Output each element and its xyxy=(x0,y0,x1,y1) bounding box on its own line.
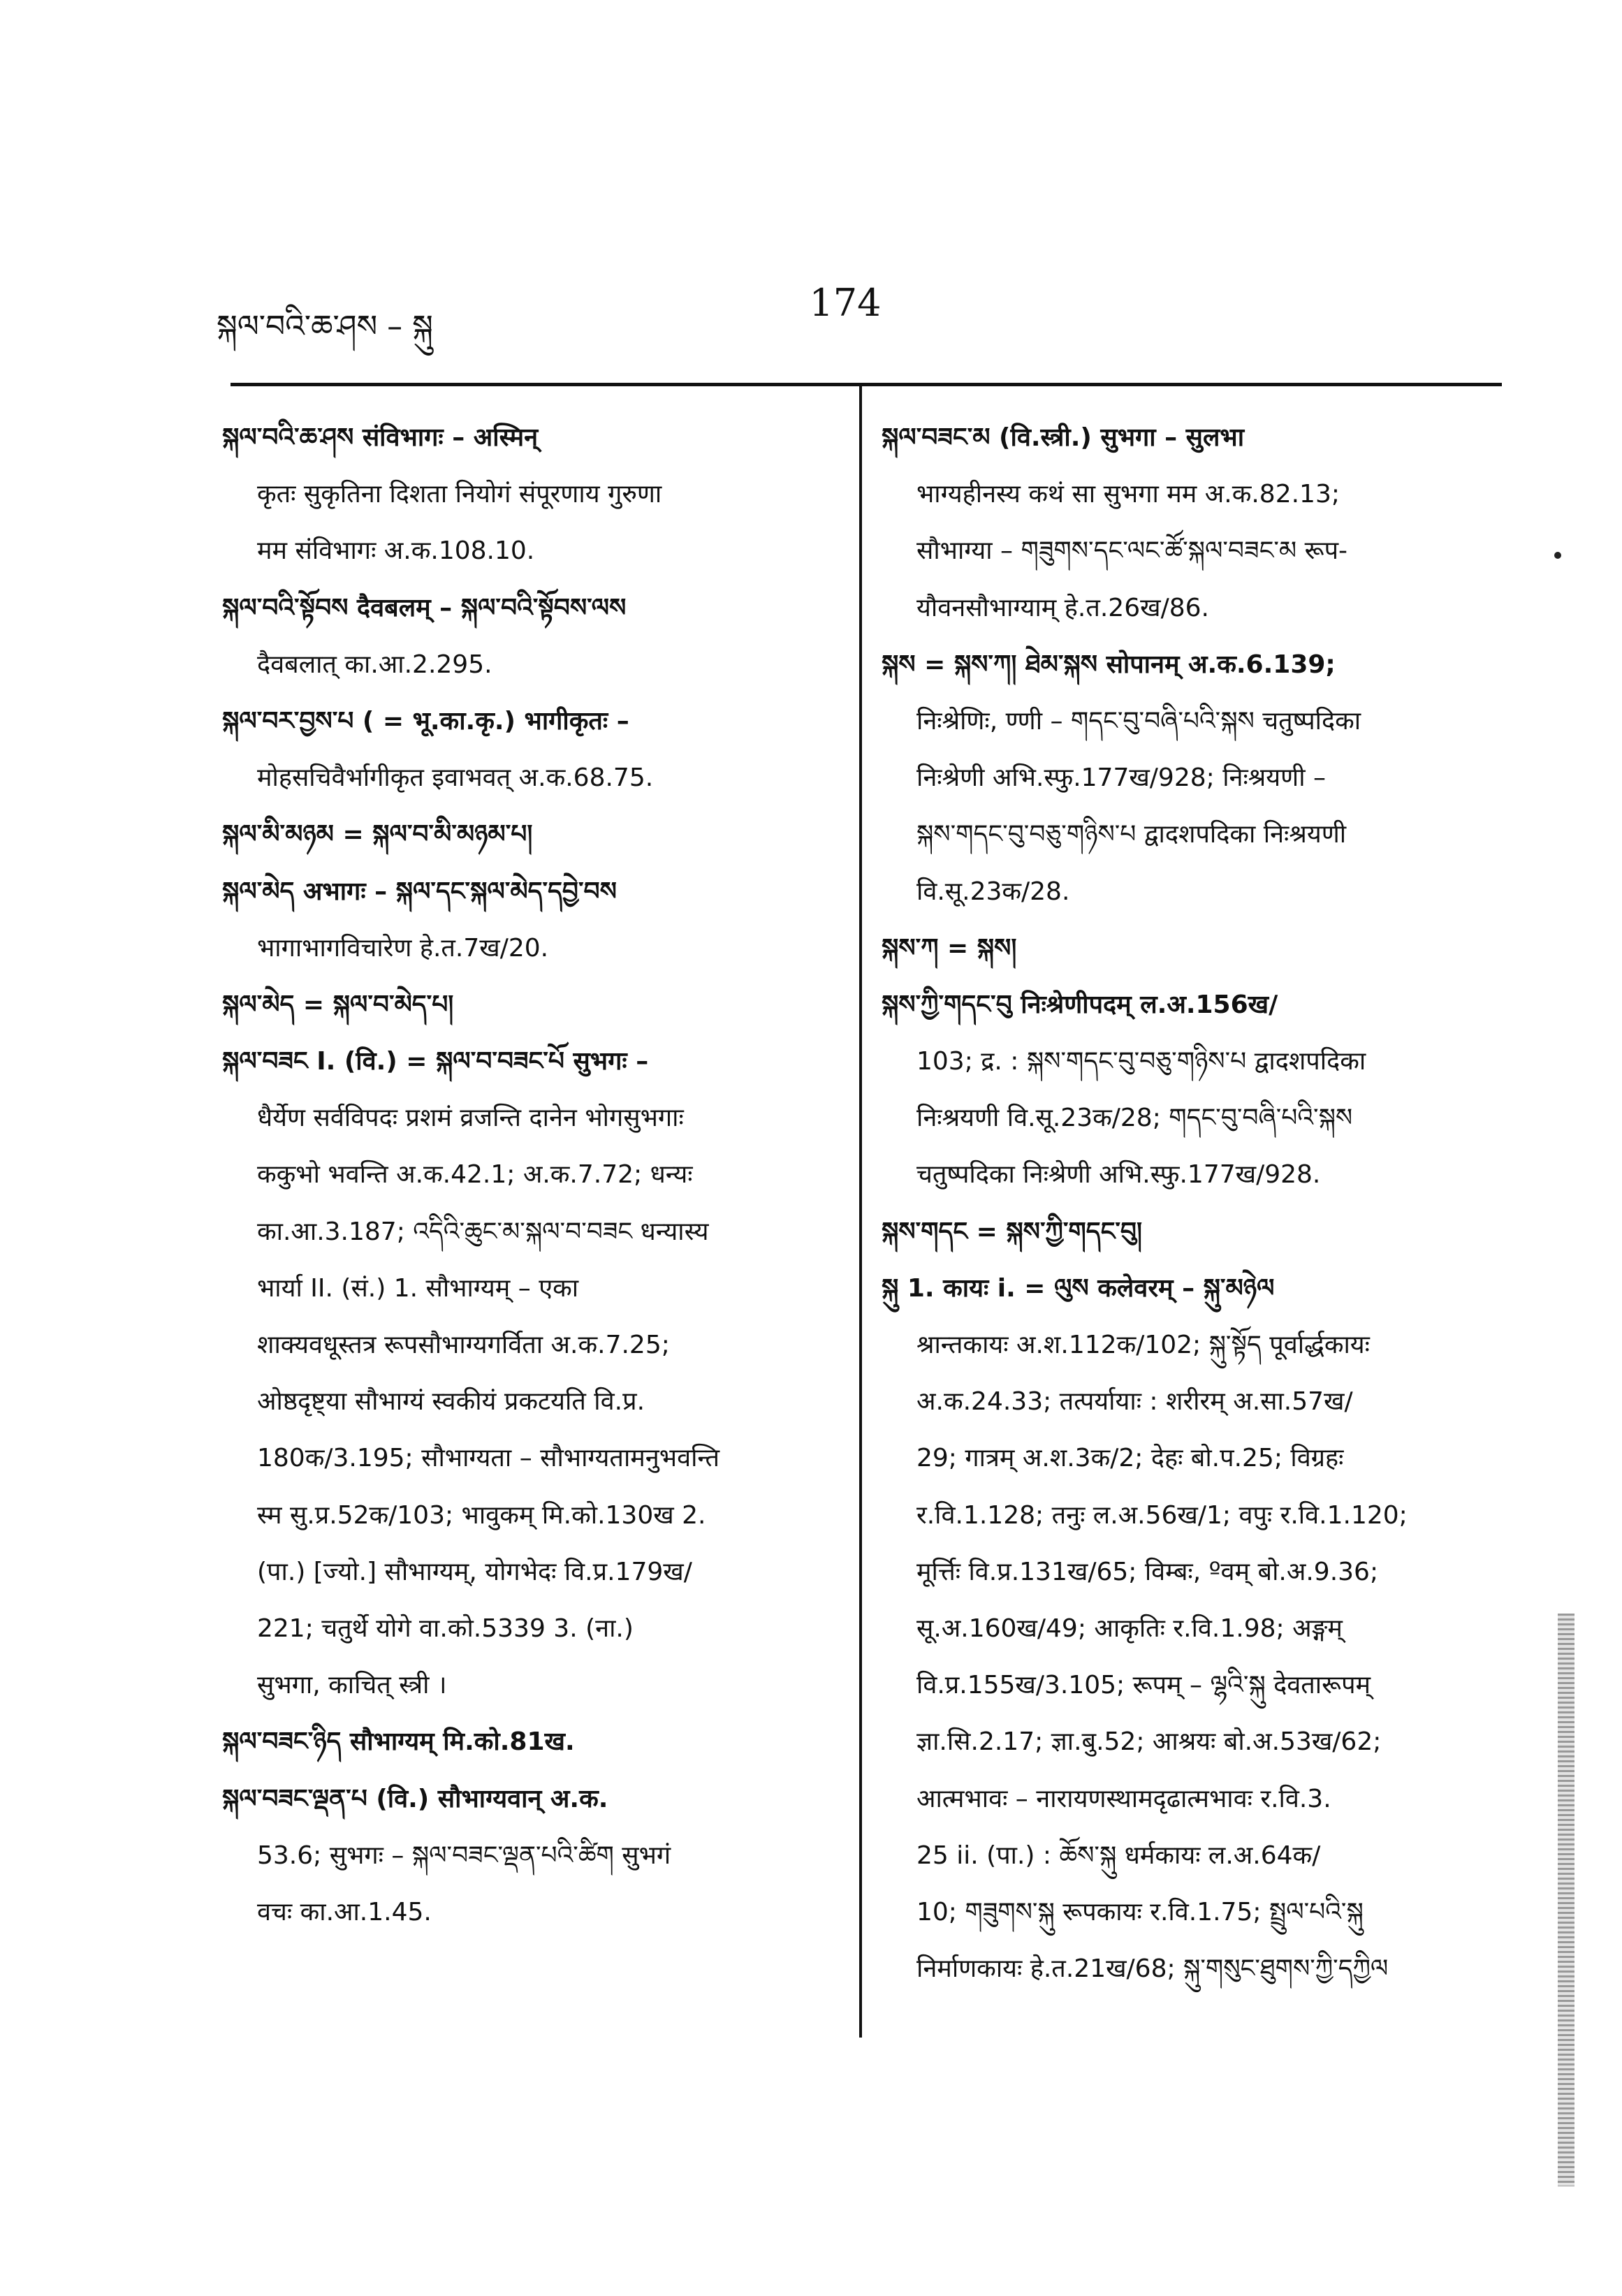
text-line: स्म सु.प्र.52क/103; भावुकम् मि.को.130ख 2. xyxy=(257,1500,706,1530)
text-line: श्रान्तकायः अ.श.112क/102; སྐུ་སྟོད पूर्वार्द्धकायः xyxy=(916,1331,1370,1359)
text-line: 180क/3.195; सौभाग्यता – सौभाग्यतामनुभवन्ति xyxy=(257,1444,720,1473)
text-line: भाग्यहीनस्य कथं सा सुभगा मम अ.क.82.13; xyxy=(916,480,1340,509)
text-line: निर्माणकायः हे.त.21ख/68; སྐུ་གསུང་ཐུགས་ཀྱི་དཀྱིལ xyxy=(916,1954,1389,1984)
text-line: दैवबलात् का.आ.2.295. xyxy=(257,650,492,679)
text-line: སྐལ་བཟང་མ (वि.स्त्री.) सुभगा – सुलभा xyxy=(882,423,1245,452)
header-rule xyxy=(231,383,1502,386)
text-line: (पा.) [ज्यो.] सौभाग्यम्, योगभेदः वि.प्र.179ख/ xyxy=(257,1557,692,1586)
text-line: निःश्रेणी अभि.स्फु.177ख/928; निःश्रयणी – xyxy=(916,763,1326,793)
text-line: 53.6; सुभगः – སྐལ་བཟང་ལྡན་པའི་ཚིག सुभगं xyxy=(257,1841,671,1870)
text-line: वि.सू.23क/28. xyxy=(916,877,1070,906)
text-line: निःश्रेणिः, ण्णी – གདང་བུ་བཞི་པའི་སྐས चतुष्पदिका xyxy=(916,706,1361,736)
text-line: मूर्त्तिः वि.प्र.131ख/65; विम्बः, ºवम् बो.अ.9.36; xyxy=(916,1557,1379,1586)
right-column xyxy=(882,409,1496,1997)
text-line: ककुभो भवन्ति अ.क.42.1; अ.क.7.72; धन्यः xyxy=(257,1160,693,1190)
text-line: कृतः सुकृतिना दिशता नियोगं संपूरणाय गुरुणा xyxy=(257,480,662,509)
text-line: का.आ.3.187; འདིའི་ཆུང་མ་སྐལ་བ་བཟང धन्यास्य xyxy=(257,1217,709,1246)
text-line: सू.अ.160ख/49; आकृतिः र.वि.1.98; अङ्गम् xyxy=(916,1614,1343,1643)
text-line: སྐལ་མེད = སྐལ་བ་མེད་པ། xyxy=(222,990,454,1019)
text-line: शाक्यवधूस्तत्र रूपसौभाग्यगर्विता अ.क.7.25; xyxy=(257,1331,670,1359)
scan-speck xyxy=(1554,552,1561,559)
text-line: སྐས་ཀྱི་གདང་བུ निःश्रेणीपदम् ल.अ.156ख/ xyxy=(882,990,1278,1019)
page-number: 174 xyxy=(809,281,882,325)
text-line: སྐལ་བའི་ཆ་ཤས संविभागः – अस्मिन् xyxy=(222,423,539,452)
text-line: आत्मभावः – नारायणस्थामदृढात्मभावः र.वि.3. xyxy=(916,1784,1331,1813)
text-line: मम संविभागः अ.क.108.10. xyxy=(257,536,535,566)
text-line: सौभाग्या – གཟུགས་དང་ལང་ཚོ་སྐལ་བཟང་མ रूप- xyxy=(916,536,1348,566)
scan-edge-shadow xyxy=(1558,1614,1574,2186)
text-line: यौवनसौभाग्याम् हे.त.26ख/86. xyxy=(916,593,1209,622)
text-line: 25 ii. (पा.) : ཆོས་སྐུ धर्मकायः ल.अ.64क/ xyxy=(916,1841,1321,1870)
text-line: སྐལ་བའི་སྟོབས दैवबलम् – སྐལ་བའི་སྟོབས་ལས xyxy=(222,593,627,622)
text-line: चतुष्पदिका निःश्रेणी अभि.स्फु.177ख/928. xyxy=(916,1160,1321,1190)
running-head: སྐལ་བའི་ཆ་ཤས – སྐུ xyxy=(217,309,433,344)
text-line: སྐས་ཀ = སྐས། xyxy=(882,933,1017,963)
text-line: སྐུ 1. कायः i. = ལུས कलेवरम् – སྐུ་མཉེལ xyxy=(882,1273,1275,1303)
column-divider xyxy=(859,386,862,2038)
text-line: སྐས་གདང་བུ་བཅུ་གཉིས་པ द्वादशपदिका निःश्रयणी xyxy=(916,820,1347,849)
text-line: སྐལ་བར་བྱས་པ ( = भू.का.कृ.) भागीकृतः – xyxy=(222,706,629,736)
text-line: वि.प्र.155ख/3.105; रूपम् – ལྷའི་སྐུ देवतारूपम् xyxy=(916,1671,1371,1700)
text-line: 103; द्र. : སྐས་གདང་བུ་བཅུ་གཉིས་པ द्वादशपदिका xyxy=(916,1047,1366,1076)
text-line: སྐལ་མི་མཉམ = སྐལ་བ་མི་མཉམ་པ། xyxy=(222,820,533,849)
text-line: སྐལ་བཟང་ཉིད सौभाग्यम् मि.को.81ख. xyxy=(222,1727,575,1757)
text-line: སྐལ་བཟང I. (वि.) = སྐལ་བ་བཟང་པོ सुभगः – xyxy=(222,1047,649,1076)
text-line: ज्ञा.सि.2.17; ज्ञा.बु.52; आश्रयः बो.अ.53ख/62; xyxy=(916,1727,1382,1757)
text-line: भागाभागविचारेण हे.त.7ख/20. xyxy=(257,933,549,963)
text-line: 10; གཟུགས་སྐུ रूपकायः र.वि.1.75; སྤྲུལ་པའི་སྐུ xyxy=(916,1897,1364,1926)
text-line: मोहसचिवैर्भागीकृत इवाभवत् अ.क.68.75. xyxy=(257,763,654,793)
text-line: निःश्रयणी वि.सू.23क/28; གདང་བུ་བཞི་པའི་སྐས xyxy=(916,1104,1353,1133)
text-line: 221; चतुर्थे योगे वा.को.5339 3. (ना.) xyxy=(257,1614,634,1643)
text-line: वचः का.आ.1.45. xyxy=(257,1897,432,1926)
text-line: भार्या II. (सं.) 1. सौभाग्यम् – एका xyxy=(257,1273,579,1303)
text-line: སྐལ་བཟང་ལྡན་པ (वि.) सौभाग्यवान् अ.क. xyxy=(222,1784,608,1813)
text-line: सुभगा, काचित् स्त्री । xyxy=(257,1671,447,1700)
text-line: अ.क.24.33; तत्पर्यायाः : शरीरम् अ.सा.57ख/ xyxy=(916,1387,1353,1417)
text-line: སྐས = སྐས་ཀ། ཐེམ་སྐས सोपानम् अ.क.6.139; xyxy=(882,650,1336,679)
text-line: སྐལ་མེད अभागः – སྐལ་དང་སྐལ་མེད་དབྱེ་བས xyxy=(222,877,617,906)
left-column xyxy=(222,409,837,1940)
text-line: 29; गात्रम् अ.श.3क/2; देहः बो.प.25; विग्रहः xyxy=(916,1444,1344,1473)
text-line: སྐས་གདང = སྐས་ཀྱི་གདང་བུ། xyxy=(882,1217,1143,1246)
text-line: धैर्येण सर्वविपदः प्रशमं व्रजन्ति दानेन भोगसुभगाः xyxy=(257,1104,684,1133)
text-line: ओष्ठदृष्ट्या सौभाग्यं स्वकीयं प्रकटयति वि.प्र. xyxy=(257,1387,645,1417)
text-line: र.वि.1.128; तनुः ल.अ.56ख/1; वपुः र.वि.1.120; xyxy=(916,1500,1408,1530)
